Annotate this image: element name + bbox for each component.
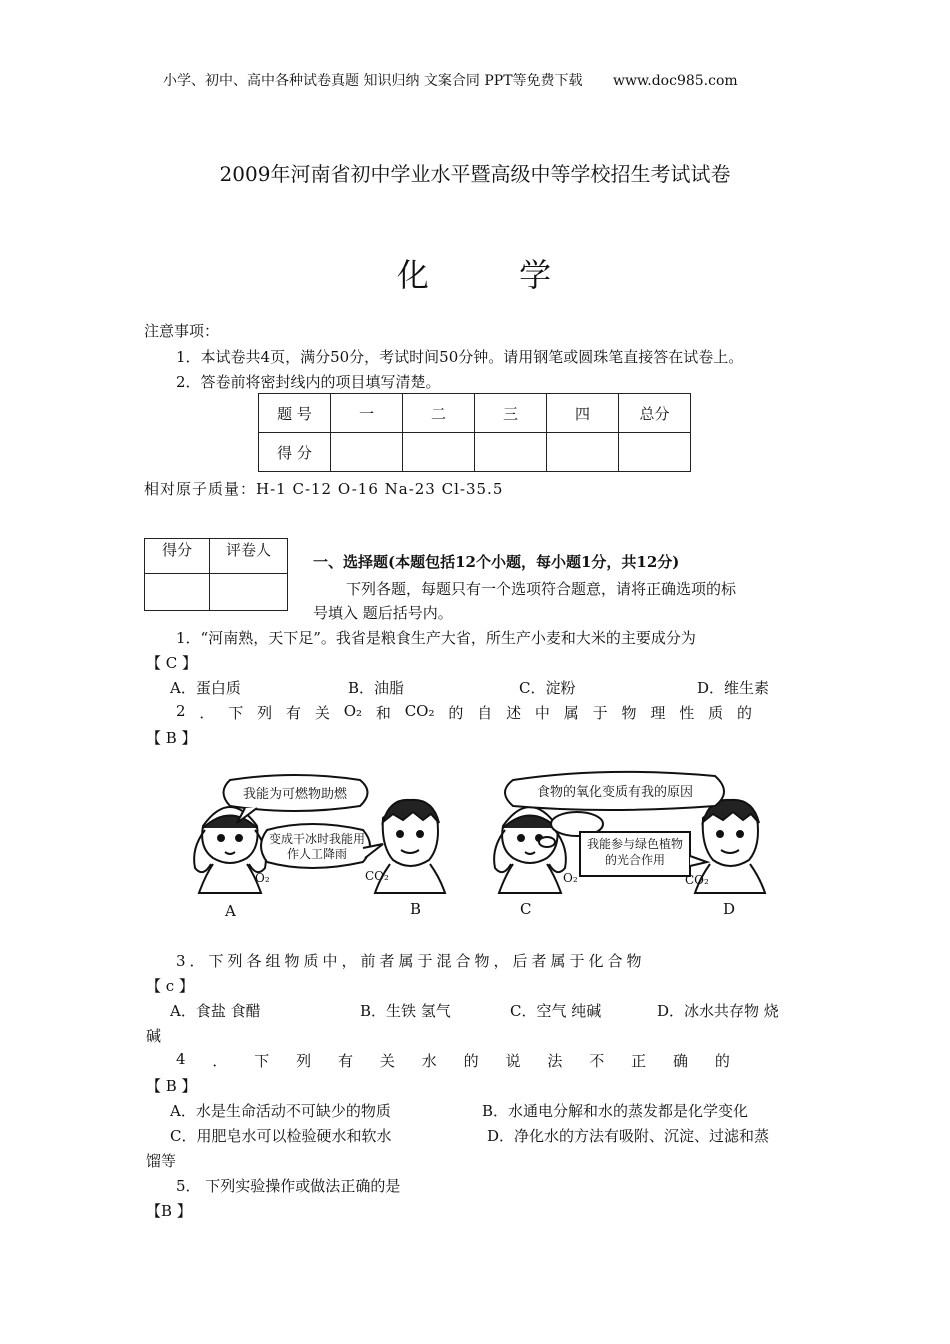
- score-header-cell: 三: [475, 394, 547, 433]
- site-header: [163, 70, 738, 90]
- q4-option-d: D．净化水的方法有吸附、沉淀、过滤和蒸: [487, 1127, 770, 1145]
- question-4: [176, 1050, 730, 1071]
- question-5: 5． 下列实验操作或做法正确的是: [176, 1177, 401, 1195]
- q2-char: 的: [448, 704, 464, 722]
- section1-instruction-cont: 号填入 题后括号内。: [313, 604, 453, 622]
- q4-char: 下: [254, 1052, 270, 1070]
- q4-char: 不: [589, 1052, 605, 1070]
- notice-heading: 注意事项：: [144, 322, 220, 340]
- atomic-mass: 相对原子质量：H-1 C-12 O-16 Na-23 Cl-35.5: [144, 480, 504, 498]
- q4-char: 关: [379, 1052, 395, 1070]
- q2-char: 性: [679, 704, 695, 722]
- notice-item-2: 2．答卷前将密封线内的项目填写清楚。: [176, 373, 441, 391]
- q2-char: 物: [621, 704, 637, 722]
- q4-char: 正: [631, 1052, 647, 1070]
- q2-char: 2: [176, 702, 186, 720]
- q2-char: 有: [285, 704, 301, 722]
- q2-cartoon-figure: [185, 768, 805, 923]
- q1-option-d: D．维生素: [697, 679, 770, 697]
- q2-char: 述: [506, 704, 522, 722]
- subject-char-1: 化: [396, 256, 431, 294]
- q2-char: ．: [199, 704, 215, 722]
- q3-option-c: C．空气 纯碱: [510, 1002, 602, 1020]
- figure-label-d: D: [723, 900, 736, 918]
- q3-option-d: D．冰水共存物 烧: [657, 1002, 779, 1020]
- co2-label-b: CO₂: [365, 869, 389, 883]
- q4-char: 的: [714, 1052, 730, 1070]
- q4-option-a: A．水是生命活动不可缺少的物质: [170, 1102, 391, 1120]
- q2-char: O₂: [343, 702, 362, 720]
- score-input-cell[interactable]: [619, 433, 691, 472]
- score-input-cell[interactable]: [475, 433, 547, 472]
- q2-char: 关: [314, 704, 330, 722]
- answer-4: 【 B 】: [146, 1077, 197, 1095]
- score-input-cell[interactable]: [331, 433, 403, 472]
- answer-2: 【 B 】: [146, 729, 197, 747]
- score-input-cell[interactable]: [403, 433, 475, 472]
- exam-title: 2009年河南省初中学业水平暨高级中等学校招生考试试卷: [219, 162, 731, 186]
- grader-score-cell[interactable]: [145, 574, 210, 611]
- figure-label-b: B: [410, 900, 422, 918]
- header-text: 小学、初中、高中各种试卷真题 知识归纳 文案合同 PPT等免费下载: [163, 73, 583, 89]
- grader-name-cell[interactable]: [210, 574, 288, 611]
- q2-char: CO₂: [404, 702, 435, 720]
- notice-item-1: 1．本试卷共4页，满分50分，考试时间50分钟。请用钢笔或圆珠笔直接答在试卷上。: [176, 348, 744, 366]
- q2-char: 列: [257, 704, 273, 722]
- q2-char: 和: [375, 704, 391, 722]
- q4-char: 说: [505, 1052, 521, 1070]
- q4-char: 水: [421, 1052, 437, 1070]
- q2-char: 自: [477, 704, 493, 722]
- score-table-header-row: [259, 394, 691, 433]
- q4-char: 4: [176, 1050, 186, 1068]
- score-header-cell: 题 号: [259, 394, 331, 433]
- q1-option-c: C．淀粉: [519, 679, 576, 697]
- q3-option-d-wrap: 碱: [146, 1027, 162, 1045]
- grader-score-label: 得分: [145, 539, 210, 574]
- section1-title: 一、选择题(本题包括12个小题，每小题1分，共12分): [313, 553, 680, 571]
- section1-instruction: 下列各题，每题只有一个选项符合题意，请将正确选项的标: [346, 580, 737, 598]
- score-header-cell: 二: [403, 394, 475, 433]
- q4-option-b: B．水通电分解和水的蒸发都是化学变化: [482, 1102, 749, 1120]
- bubble-c2-text: 我能参与绿色植物的光合作用: [586, 837, 683, 867]
- q4-char: 法: [547, 1052, 563, 1070]
- q2-char: 属: [563, 704, 579, 722]
- q2-char: 下: [228, 704, 244, 722]
- answer-3: 【 c 】: [146, 977, 194, 995]
- bubble-a2-text: 变成干冰时我能用作人工降雨: [269, 832, 365, 861]
- q2-char: 于: [592, 704, 608, 722]
- q4-char: 确: [673, 1052, 689, 1070]
- q2-char: 理: [650, 704, 666, 722]
- q3-option-b: B．生铁 氢气: [360, 1002, 451, 1020]
- q3-option-a: A．食盐 食醋: [170, 1002, 261, 1020]
- subject-char-2: 学: [519, 256, 554, 294]
- figure-label-c: C: [520, 900, 532, 918]
- score-table-score-row: [259, 433, 691, 472]
- answer-1: 【 C 】: [146, 654, 198, 672]
- grader-name-label: 评卷人: [210, 539, 288, 574]
- co2-label-d: CO₂: [685, 873, 709, 887]
- bubble-c1-text: 食物的氧化变质有我的原因: [536, 785, 694, 800]
- question-1: 1．“河南熟，天下足”。我省是粮食生产大省，所生产小麦和大米的主要成分为: [176, 629, 696, 647]
- bubble-a1-text: 我能为可燃物助燃: [242, 787, 348, 802]
- score-header-cell: 四: [547, 394, 619, 433]
- q2-char: 中: [534, 704, 550, 722]
- header-url[interactable]: www.doc985.com: [612, 73, 738, 89]
- score-table: [258, 393, 691, 472]
- o2-label-a: O₂: [255, 871, 270, 885]
- q4-char: 的: [463, 1052, 479, 1070]
- q1-option-b: B．油脂: [348, 679, 405, 697]
- question-2: [176, 702, 752, 723]
- question-3: 3．下列各组物质中，前者属于混合物，后者属于化合物: [176, 952, 646, 970]
- q4-option-d-wrap: 馏等: [146, 1152, 177, 1170]
- score-row-label: 得 分: [259, 433, 331, 472]
- answer-5: 【B 】: [146, 1202, 192, 1220]
- score-header-cell: 总分: [619, 394, 691, 433]
- q2-char: 的: [736, 704, 752, 722]
- q1-option-a: A．蛋白质: [170, 679, 241, 697]
- q4-option-c: C．用肥皂水可以检验硬水和软水: [170, 1127, 392, 1145]
- subject-title: [0, 250, 950, 296]
- q4-char: ．: [212, 1052, 228, 1070]
- q4-char: 列: [296, 1052, 312, 1070]
- q2-char: 质: [708, 704, 724, 722]
- o2-label-c: O₂: [563, 871, 578, 885]
- figure-label-a: A: [225, 902, 236, 920]
- score-header-cell: 一: [331, 394, 403, 433]
- grader-box: [144, 538, 288, 611]
- q4-char: 有: [338, 1052, 354, 1070]
- score-input-cell[interactable]: [547, 433, 619, 472]
